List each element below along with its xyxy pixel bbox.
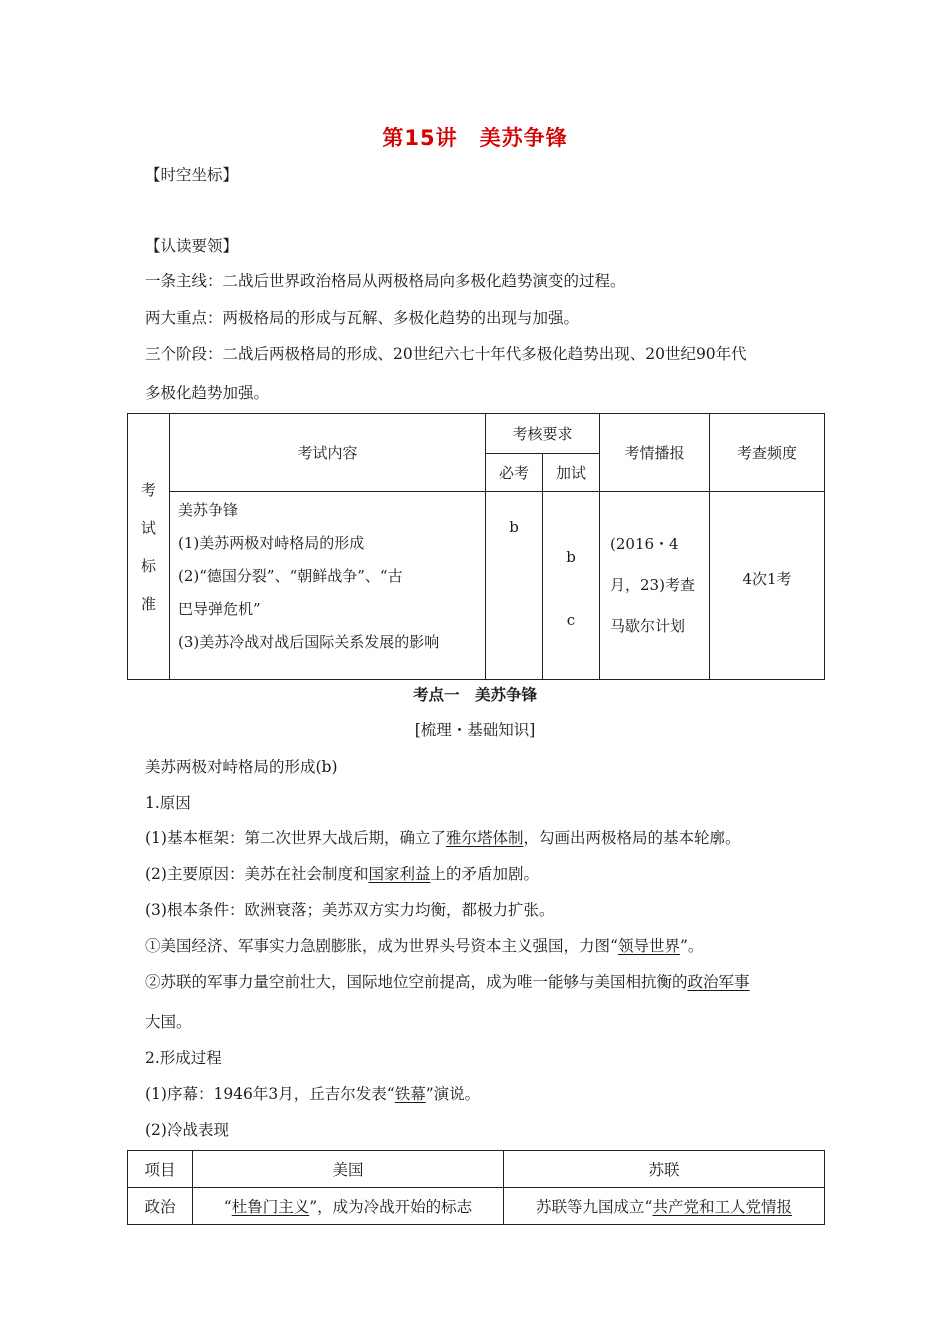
reading-header: 【认读要领】 <box>145 237 239 255</box>
text-segment: “ <box>223 1198 232 1216</box>
underlined-keyword: 政治军事 <box>687 973 750 991</box>
cause-1 <box>145 826 741 848</box>
side-char: 考 <box>140 480 156 499</box>
frequency-value: 4次1考 <box>710 492 825 680</box>
cause-2 <box>145 862 539 884</box>
key-points-text: 两大重点：两极格局的形成与瓦解、多极化趋势的出现与加强。 <box>145 309 580 327</box>
text-segment: ”演说。 <box>425 1085 481 1103</box>
text-segment: ”。 <box>679 937 704 955</box>
text-segment: (1)基本框架：第二次世界大战后期，确立了 <box>145 829 446 847</box>
stages-text: 三个阶段：二战后两极格局的形成、20世纪六七十年代多极化趋势出现、20世纪90年代 <box>145 345 747 363</box>
cw-su-politics <box>504 1188 825 1225</box>
cw-us-politics <box>193 1188 504 1225</box>
cw-header: 苏联 <box>504 1151 825 1188</box>
underlined-keyword: 杜鲁门主义 <box>231 1198 310 1216</box>
underlined-keyword: 雅尔塔体制 <box>445 829 524 847</box>
text-segment: ，勾画出两极格局的基本轮廓。 <box>523 829 741 847</box>
underlined-keyword: 铁幕 <box>394 1085 426 1103</box>
cause-5 <box>145 970 750 992</box>
required-value: b <box>486 492 543 680</box>
content-line: (2)“德国分裂”、“朝鲜战争”、“古 <box>178 567 403 585</box>
report-line: 马歇尔计划 <box>610 617 686 635</box>
timeline-header: 【时空坐标】 <box>145 166 239 184</box>
cause-title: 1.原因 <box>145 794 191 812</box>
header-extra: 加试 <box>543 454 600 492</box>
exam-content-cell <box>170 492 486 680</box>
cold-war-table <box>127 1150 825 1225</box>
kaodian-title: 考点一 美苏争锋 <box>412 686 537 704</box>
side-char: 试 <box>140 518 156 537</box>
text-segment: ②苏联的军事力量空前壮大，国际地位空前提高，成为唯一能够与美国相抗衡的 <box>145 973 688 991</box>
text-segment: (2)主要原因：美苏在社会制度和 <box>145 865 369 883</box>
exam-standard-label <box>128 414 170 680</box>
underlined-keyword: 领导世界 <box>617 937 680 955</box>
cause-3: (3)根本条件：欧洲衰落；美苏双方实力均衡，都极力扩张。 <box>145 901 555 919</box>
underlined-keyword: 共产党和工人党情报 <box>652 1198 792 1216</box>
cause-4 <box>145 934 703 956</box>
text-segment: ①美国经济、军事实力急剧膨胀，成为世界头号资本主义强国，力图“ <box>145 937 618 955</box>
process-2: (2)冷战表现 <box>145 1121 229 1139</box>
cw-row-label: 政治 <box>128 1188 193 1225</box>
exam-standard-table <box>127 413 825 680</box>
topic-heading: 美苏两极对峙格局的形成(b) <box>145 758 338 776</box>
main-line-text: 一条主线：二战后世界政治格局从两极格局向多极化趋势演变的过程。 <box>145 272 626 290</box>
content-line: (1)美苏两极对峙格局的形成 <box>178 534 365 552</box>
header-required: 必考 <box>486 454 543 492</box>
stages-text-cont: 多极化趋势加强。 <box>145 384 270 402</box>
text-segment: 苏联等九国成立“ <box>536 1198 653 1216</box>
text-segment: (1)序幕：1946年3月，丘吉尔发表“ <box>145 1085 395 1103</box>
extra-value: c <box>566 611 576 629</box>
kaodian-subtitle: [梳理・基础知识] <box>414 721 536 739</box>
report-cell <box>600 492 710 680</box>
cause-5-cont: 大国。 <box>145 1013 192 1031</box>
content-line: 巴导弹危机” <box>178 600 261 618</box>
report-line: 月，23)考查 <box>610 576 695 594</box>
header-requirement: 考核要求 <box>486 414 600 454</box>
side-char: 准 <box>140 594 156 613</box>
process-title: 2.形成过程 <box>145 1049 222 1067</box>
header-report: 考情播报 <box>600 414 710 492</box>
page-title: 第15讲 美苏争锋 <box>382 126 568 150</box>
underlined-keyword: 国家利益 <box>368 865 431 883</box>
cw-header: 美国 <box>193 1151 504 1188</box>
content-line: 美苏争锋 <box>178 501 239 519</box>
report-line: (2016・4 <box>610 535 679 553</box>
text-segment: ”，成为冷战开始的标志 <box>309 1198 473 1216</box>
extra-values-cell <box>543 492 600 680</box>
content-line: (3)美苏冷战对战后国际关系发展的影响 <box>178 633 440 651</box>
header-content: 考试内容 <box>170 414 486 492</box>
header-frequency: 考查频度 <box>710 414 825 492</box>
cw-header: 项目 <box>128 1151 193 1188</box>
text-segment: 上的矛盾加剧。 <box>430 865 539 883</box>
process-1 <box>145 1082 480 1104</box>
side-char: 标 <box>140 556 156 575</box>
extra-value: b <box>566 548 576 566</box>
